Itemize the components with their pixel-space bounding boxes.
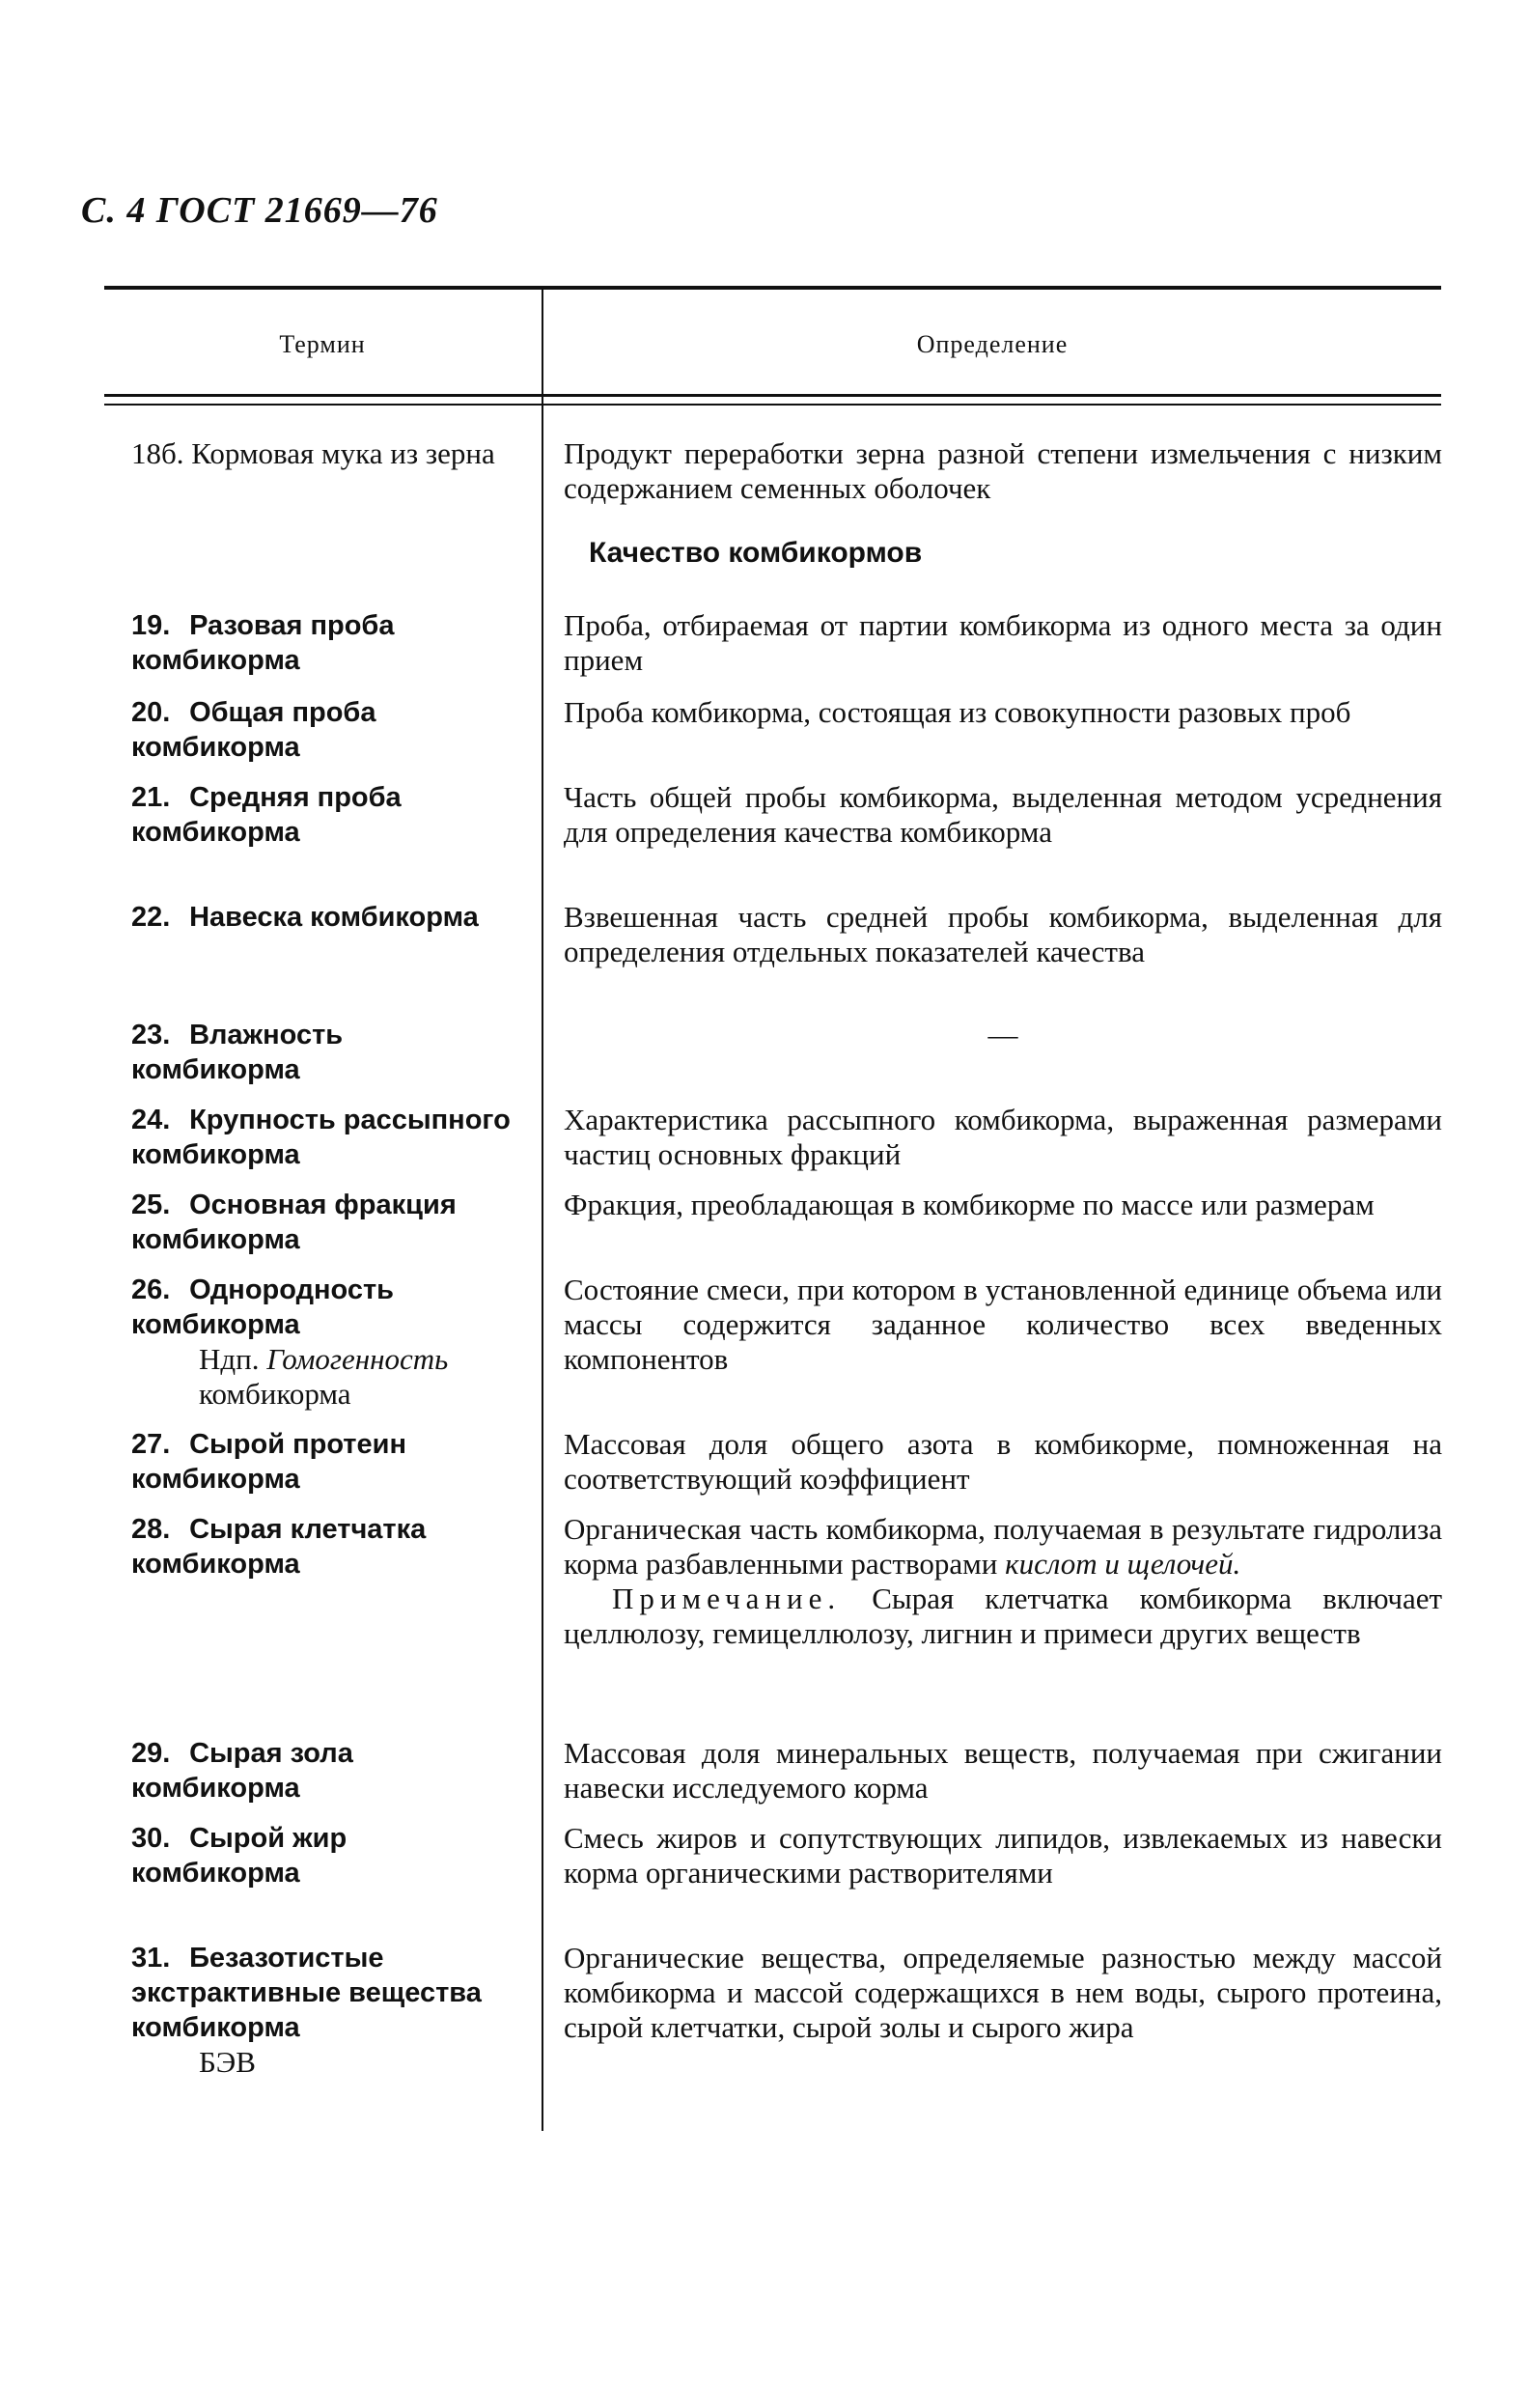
term-cell xyxy=(131,608,517,678)
term-number: 27. xyxy=(131,1429,171,1460)
definition-cell: Часть общей пробы комбикорма, выделенная методом усреднения для определения качества комбикорма xyxy=(564,780,1442,849)
term-text: Основная фракция комбикорма xyxy=(131,1190,457,1255)
term-cell xyxy=(131,1273,517,1412)
term-number: 20. xyxy=(131,697,171,728)
term-cell xyxy=(131,900,517,935)
term-ndp-word: Гомогенность xyxy=(266,1342,449,1376)
term-text: Кормовая мука из зерна xyxy=(191,436,495,470)
note-label: Примечание. xyxy=(612,1582,842,1615)
term-number: 30. xyxy=(131,1823,171,1854)
term-text: Сырая зола комбикорма xyxy=(131,1738,353,1804)
term-number: 28. xyxy=(131,1514,171,1545)
column-header-definition: Определение xyxy=(916,330,1069,358)
table-header-rule xyxy=(104,394,1441,406)
column-divider xyxy=(542,290,543,2131)
definition-cell: Фракция, преобладающая в комбикорме по массе или размерам xyxy=(564,1188,1375,1221)
term-number: 22. xyxy=(131,902,171,933)
term-number: 18б. xyxy=(131,436,184,470)
section-title: Качество комбикормов xyxy=(589,537,923,569)
term-cell xyxy=(131,436,517,471)
term-text: Крупность рассыпного комбикорма xyxy=(131,1105,511,1170)
term-ndp-tail: комбикорма xyxy=(199,1377,351,1411)
term-cell xyxy=(131,1103,517,1172)
term-number: 19. xyxy=(131,610,171,641)
page-header: С. 4 ГОСТ 21669—76 xyxy=(81,190,438,231)
term-text: Общая проба комбикорма xyxy=(131,697,376,763)
term-text: Разовая проба комбикорма xyxy=(131,610,395,676)
term-cell xyxy=(131,1188,517,1257)
term-cell xyxy=(131,1941,517,2080)
term-cell xyxy=(131,1736,517,1806)
definition-text: Органическая часть комбикорма, получаемая в результате гидролиза корма разбавленными растворами xyxy=(564,1512,1442,1581)
term-cell xyxy=(131,1018,517,1087)
definition-cell: Массовая доля общего азота в комбикорме, помноженная на соответствующий коэффициент xyxy=(564,1427,1442,1496)
definition-cell: Взвешенная часть средней пробы комбикорма, выделенная для определения отдельных показателей качества xyxy=(564,900,1442,968)
note-text: Сырая клетчатка комбикорма включает целлюлозу, гемицеллюлозу, лигнин и примеси других веществ xyxy=(564,1582,1443,1650)
term-text: Однородность комбикорма xyxy=(131,1274,394,1340)
definition-cell: Проба комбикорма, состоящая из совокупности разовых проб xyxy=(564,695,1351,729)
term-cell xyxy=(131,1427,517,1497)
definition-cell: Смесь жиров и сопутствующих липидов, извлекаемых из навески корма органическими растворителями xyxy=(564,1821,1442,1890)
note xyxy=(564,1582,1442,1651)
term-number: 29. xyxy=(131,1738,171,1769)
definition-cell: Продукт переработки зерна разной степени измельчения с низким содержанием семенных оболочек xyxy=(564,436,1442,505)
term-text: Навеска комбикорма xyxy=(189,902,479,933)
table-top-rule xyxy=(104,286,1441,290)
term-number: 21. xyxy=(131,782,171,813)
term-text: Сырой жир комбикорма xyxy=(131,1823,348,1889)
term-text: Сырой протеин комбикорма xyxy=(131,1429,406,1495)
definition-italic: кислот и щелочей. xyxy=(1005,1547,1241,1581)
term-number: 23. xyxy=(131,1020,171,1050)
term-number: 31. xyxy=(131,1943,171,1974)
definition-cell: — xyxy=(987,1018,1018,1051)
term-cell xyxy=(131,1821,517,1890)
term-cell xyxy=(131,695,517,765)
definition-cell: Органические вещества, определяемые разностью между массой комбикорма и массой содержащихся в нем воды, сырого протеина, сырой клетчатки, сырой золы и сырого жира xyxy=(564,1941,1442,2044)
column-header-term: Термин xyxy=(279,330,366,358)
term-ndp-label: Ндп. xyxy=(199,1342,260,1376)
term-abbreviation: БЭВ xyxy=(199,2045,256,2079)
term-number: 24. xyxy=(131,1105,171,1135)
definition-cell: Состояние смеси, при котором в установленной единице объема или массы содержится заданное количество всех введенных компонентов xyxy=(564,1273,1442,1376)
term-cell xyxy=(131,1512,517,1582)
term-deprecated xyxy=(131,1342,517,1412)
definition-cell: Массовая доля минеральных веществ, получаемая при сжигании навески исследуемого корма xyxy=(564,1736,1442,1805)
definition-cell xyxy=(564,1512,1442,1651)
term-number: 26. xyxy=(131,1274,171,1305)
term-text: Влажность комбикорма xyxy=(131,1020,344,1085)
definition-cell: Характеристика рассыпного комбикорма, выраженная размерами частиц основных фракций xyxy=(564,1103,1442,1171)
definition-cell: Проба, отбираемая от партии комбикорма из одного места за один прием xyxy=(564,608,1442,677)
term-text: Сырая клетчатка комбикорма xyxy=(131,1514,427,1580)
term-number: 25. xyxy=(131,1190,171,1220)
term-text: Средняя проба комбикорма xyxy=(131,782,402,848)
term-text: Безазотистые экстрактивные вещества комбикорма xyxy=(131,1943,482,2043)
term-cell xyxy=(131,780,517,850)
